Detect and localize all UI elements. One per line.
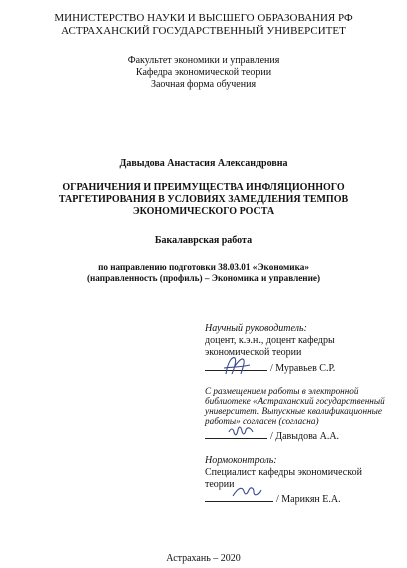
- consent-line-2: библиотеке «Астраханский государственный: [205, 396, 385, 406]
- normcontrol-heading: Нормоконтроль:: [205, 455, 277, 466]
- supervisor-position-1: доцент, к.э.н., доцент кафедры: [205, 335, 335, 346]
- normcontrol-name: / Марикян Е.А.: [276, 494, 341, 505]
- student-signature: [226, 420, 256, 442]
- work-type: Бакалаврская работа: [154, 235, 253, 246]
- thesis-title-line-2: ТАРГЕТИРОВАНИЯ В УСЛОВИЯХ ЗАМЕДЛЕНИЯ ТЕМПОВ: [58, 194, 349, 205]
- consent-line-3: университет. Выпускные квалификационные: [205, 406, 382, 416]
- direction-line: по направлению подготовки 38.03.01 «Экономика»: [98, 262, 309, 272]
- supervisor-signature: [222, 352, 252, 378]
- thesis-title-line-1: ОГРАНИЧЕНИЯ И ПРЕИМУЩЕСТВА ИНФЛЯЦИОННОГО: [62, 182, 345, 193]
- normcontrol-signature-line: [205, 491, 341, 505]
- consent-line-1: С размещением работы в электронной: [205, 386, 359, 396]
- faculty-name: Факультет экономики и управления: [127, 55, 280, 66]
- supervisor-name: / Муравьев С.Р.: [270, 363, 336, 374]
- normcontrol-position-1: Специалист кафедры экономической: [205, 467, 362, 478]
- study-form: Заочная форма обучения: [150, 79, 257, 90]
- normcontrol-signature: [230, 482, 264, 502]
- department-name: Кафедра экономической теории: [135, 67, 272, 78]
- thesis-title-line-3: ЭКОНОМИЧЕСКОГО РОСТА: [132, 206, 275, 217]
- profile-line: (направленность (профиль) – Экономика и управление): [86, 273, 321, 283]
- author-name: Давыдова Анастасия Александровна: [119, 158, 288, 169]
- ministry-name: МИНИСТЕРСТВО НАУКИ И ВЫСШЕГО ОБРАЗОВАНИЯ РФ: [54, 12, 353, 24]
- consent-name: / Давыдова А.А.: [270, 431, 340, 442]
- supervisor-heading: Научный руководитель:: [205, 323, 307, 334]
- normcontrol-position-2: теории: [205, 479, 235, 490]
- university-name: АСТРАХАНСКИЙ ГОСУДАРСТВЕННЫЙ УНИВЕРСИТЕТ: [61, 25, 346, 37]
- consent-line-4: работы» согласен (согласна): [205, 416, 319, 426]
- city-year: Астрахань – 2020: [166, 553, 241, 564]
- supervisor-position-2: экономической теории: [205, 347, 302, 358]
